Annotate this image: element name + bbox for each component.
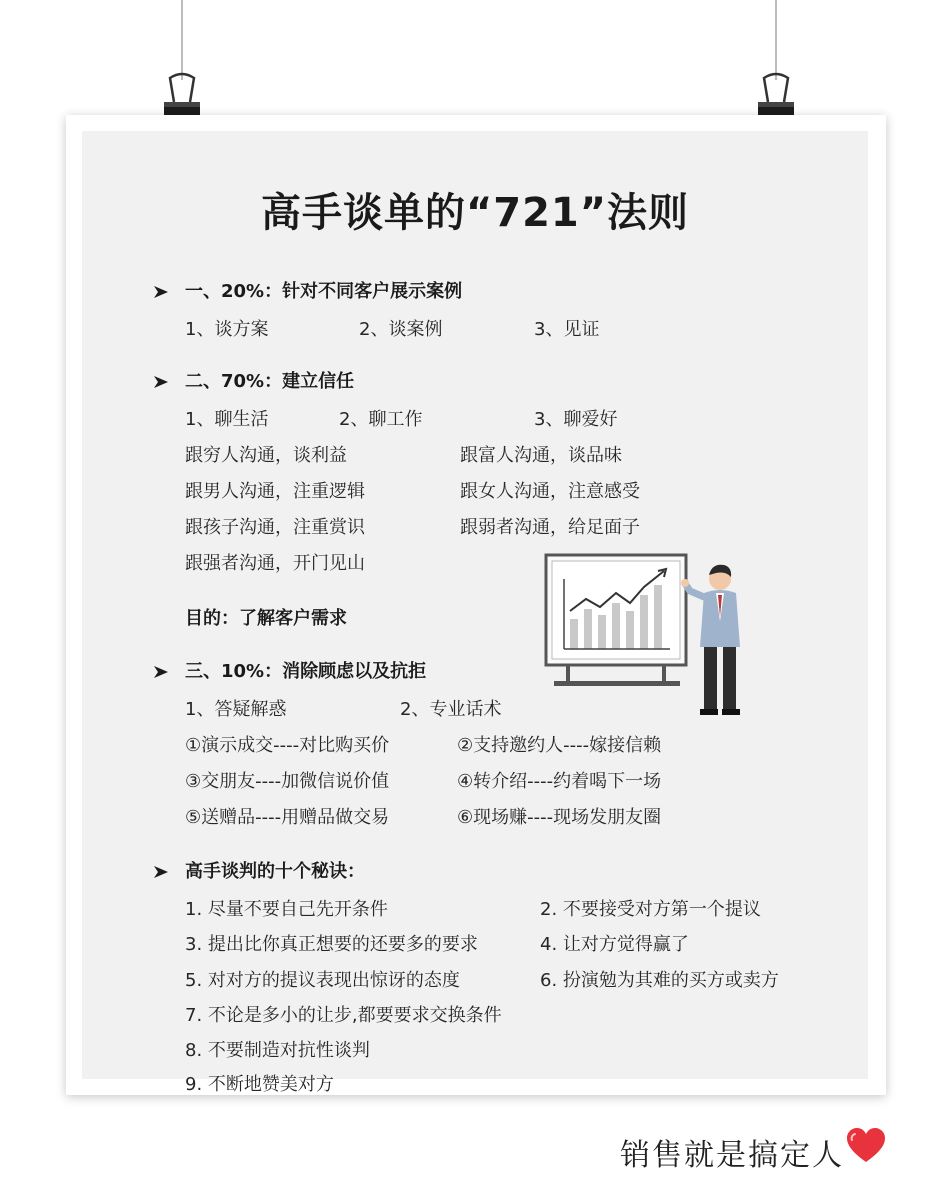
section1-heading: 一、20%：针对不同客户展示案例 <box>185 281 463 302</box>
presenter-chart-illustration <box>540 551 760 721</box>
negotiation-tip: 3. 提出比你真正想要的还要多的要求 <box>185 934 478 955</box>
section1-item: 1、谈方案 <box>185 319 269 340</box>
negotiation-tip: 7. 不论是多小的让步,都要要求交换条件 <box>185 1005 502 1026</box>
heart-icon <box>846 1128 886 1164</box>
closing-tactic: ②支持邀约人----嫁接信赖 <box>457 735 662 756</box>
negotiation-tip: 1. 尽量不要自己先开条件 <box>185 899 388 920</box>
section4-heading: 高手谈判的十个秘诀： <box>185 861 365 882</box>
poster-title: 高手谈单的“721”法则 <box>260 190 690 236</box>
negotiation-tip: 8. 不要制造对抗性谈判 <box>185 1040 370 1061</box>
section2-heading: 二、70%：建立信任 <box>185 371 355 392</box>
closing-tactic: ①演示成交----对比购买价 <box>185 735 390 756</box>
negotiation-tip: 6. 扮演勉为其难的买方或卖方 <box>540 970 779 991</box>
communication-tip: 跟穷人沟通，谈利益 <box>185 445 347 466</box>
arrow-bullet-icon <box>152 864 170 880</box>
communication-tip: 跟男人沟通，注重逻辑 <box>185 481 365 502</box>
negotiation-tip: 9. 不断地赞美对方 <box>185 1074 334 1095</box>
section1-item: 2、谈案例 <box>359 319 443 340</box>
hanging-wire-right <box>775 0 777 80</box>
poster-card <box>66 115 886 1095</box>
communication-tip: 跟富人沟通，谈品味 <box>460 445 622 466</box>
communication-tip: 跟孩子沟通，注重赏识 <box>185 517 365 538</box>
communication-tip: 跟女人沟通，注意感受 <box>460 481 640 502</box>
signature-text: 销售就是搞定人 <box>620 1138 844 1173</box>
purpose-text: 目的：了解客户需求 <box>185 608 347 629</box>
hanging-wire-left <box>181 0 183 80</box>
section3-heading: 三、10%：消除顾虑以及抗拒 <box>185 661 427 682</box>
section2-item: 1、聊生活 <box>185 409 269 430</box>
arrow-bullet-icon <box>152 374 170 390</box>
negotiation-tip: 2. 不要接受对方第一个提议 <box>540 899 761 920</box>
section1-item: 3、见证 <box>534 319 600 340</box>
poster-content <box>82 131 868 1095</box>
section2-item: 2、聊工作 <box>339 409 423 430</box>
communication-tip: 跟弱者沟通，给足面子 <box>460 517 640 538</box>
negotiation-tip: 5. 对对方的提议表现出惊讶的态度 <box>185 970 460 991</box>
closing-tactic: ⑥现场赚----现场发朋友圈 <box>457 807 662 828</box>
arrow-bullet-icon <box>152 284 170 300</box>
communication-tip: 跟强者沟通，开门见山 <box>185 553 365 574</box>
section3-item: 2、专业话术 <box>400 699 502 720</box>
closing-tactic: ④转介绍----约着喝下一场 <box>457 771 662 792</box>
closing-tactic: ③交朋友----加微信说价值 <box>185 771 390 792</box>
closing-tactic: ⑤送赠品----用赠品做交易 <box>185 807 390 828</box>
arrow-bullet-icon <box>152 664 170 680</box>
negotiation-tip: 4. 让对方觉得赢了 <box>540 934 689 955</box>
section3-item: 1、答疑解惑 <box>185 699 287 720</box>
section2-item: 3、聊爱好 <box>534 409 618 430</box>
